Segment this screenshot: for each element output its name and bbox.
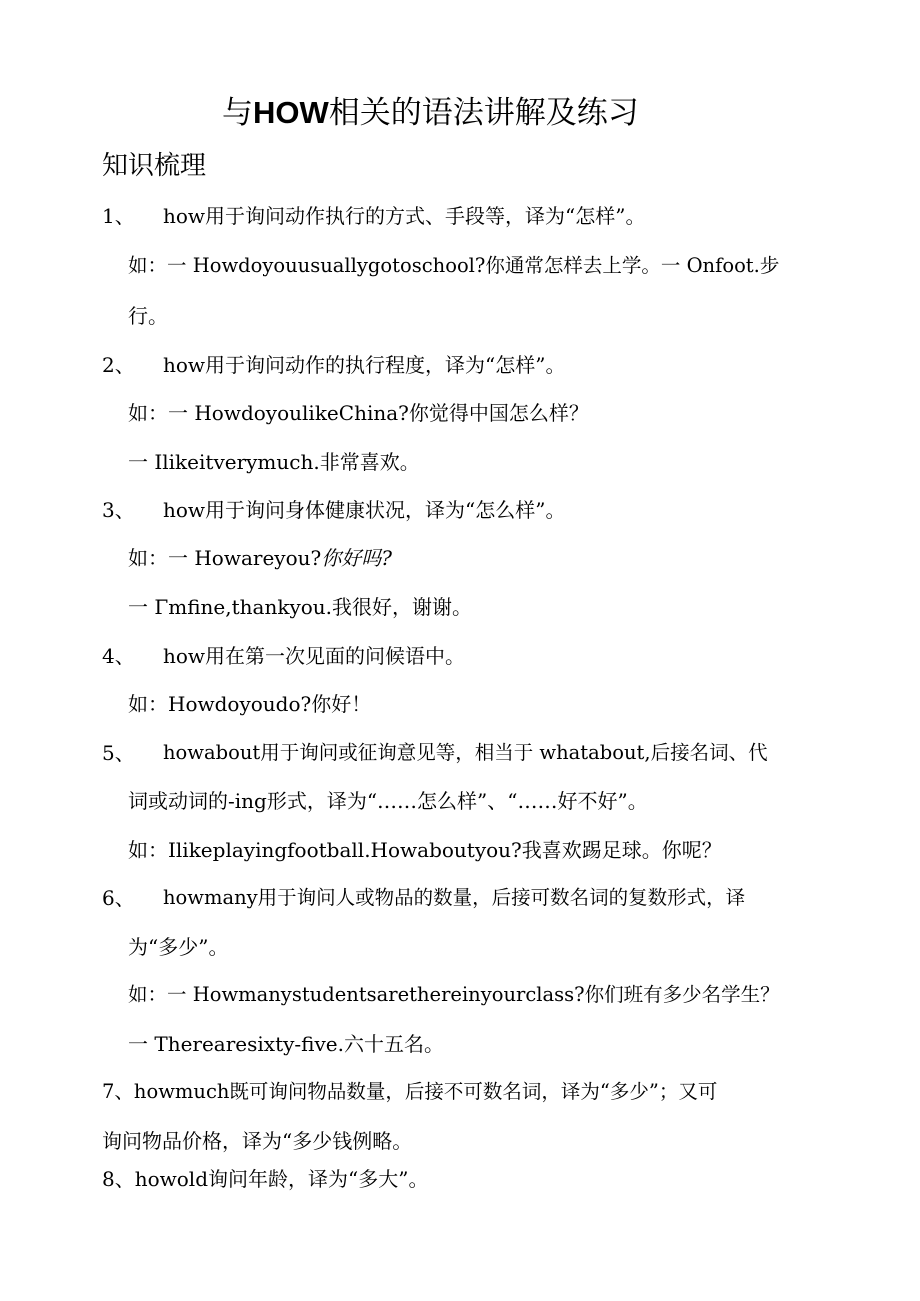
example-translation: 你好吗? bbox=[321, 546, 392, 570]
item-text: howmany用于询问人或物品的数量，后接可数名词的复数形式，译 bbox=[163, 886, 746, 909]
item-text: 7、howmuch既可询问物品数量，后接不可数名词，译为“多少”；又可 bbox=[102, 1080, 718, 1103]
example-line: 如：Ilikeplayingfootball.Howaboutyou?我喜欢踢足球。你呢？ bbox=[128, 838, 722, 862]
example-line: 如：Howdoyoudo?你好！ bbox=[128, 692, 372, 716]
example-line: 一 Ilikeitverymuch.非常喜欢。 bbox=[128, 450, 420, 474]
item-text: 8、howold询问年龄，译为“多大”。 bbox=[102, 1167, 429, 1191]
item-number: 5、 bbox=[102, 741, 135, 765]
example-line: 如：一 Howdoyouusuallygotoschool?你通常怎样去上学。一 Onfoot.步 bbox=[128, 254, 780, 277]
item-number: 6、 bbox=[102, 886, 135, 910]
item-number: 4、 bbox=[102, 644, 135, 668]
item-number: 3、 bbox=[102, 498, 135, 522]
example-line: 如：一 Howmanystudentsarethereinyourclass?你们班有多少名学生？ bbox=[128, 983, 780, 1006]
item-text-continued: 询问物品价格，译为“多少钱例略。 bbox=[102, 1129, 413, 1153]
example-line bbox=[128, 548, 392, 568]
item-text-continued: 词或动词的-ing形式，译为“……怎么样”、“……好不好”。 bbox=[128, 789, 648, 813]
title-suffix: 相关的语法讲解及练习 bbox=[328, 95, 639, 131]
page-title bbox=[222, 97, 639, 129]
item-text: how用于询问身体健康状况，译为“怎么样”。 bbox=[163, 498, 566, 522]
section-heading: 知识梳理 bbox=[102, 151, 207, 181]
item-text: how用于询问动作的执行程度，译为“怎样”。 bbox=[163, 353, 566, 377]
item-number: 2、 bbox=[102, 353, 135, 377]
item-text: how用于询问动作执行的方式、手段等，译为“怎样”。 bbox=[163, 204, 646, 228]
title-how: HOW bbox=[253, 95, 329, 130]
item-text-continued: 为“多少”。 bbox=[128, 935, 229, 959]
item-text: howabout用于询问或征询意见等，相当于 whatabout,后接名词、代 bbox=[163, 741, 768, 764]
example-line: 如：一 HowdoyoulikeChina?你觉得中国怎么样？ bbox=[128, 401, 589, 425]
title-prefix: 与 bbox=[222, 95, 253, 131]
example-line: 一 Therearesixty-five.六十五名。 bbox=[128, 1032, 444, 1056]
example-line: 一 Γmfine,thankyou.我很好，谢谢。 bbox=[128, 595, 473, 619]
example-line: 行。 bbox=[128, 304, 168, 328]
example-english: 如：一 Howareyou? bbox=[128, 546, 322, 570]
item-text: how用在第一次见面的问候语中。 bbox=[163, 644, 466, 668]
item-number: 1、 bbox=[102, 204, 135, 228]
